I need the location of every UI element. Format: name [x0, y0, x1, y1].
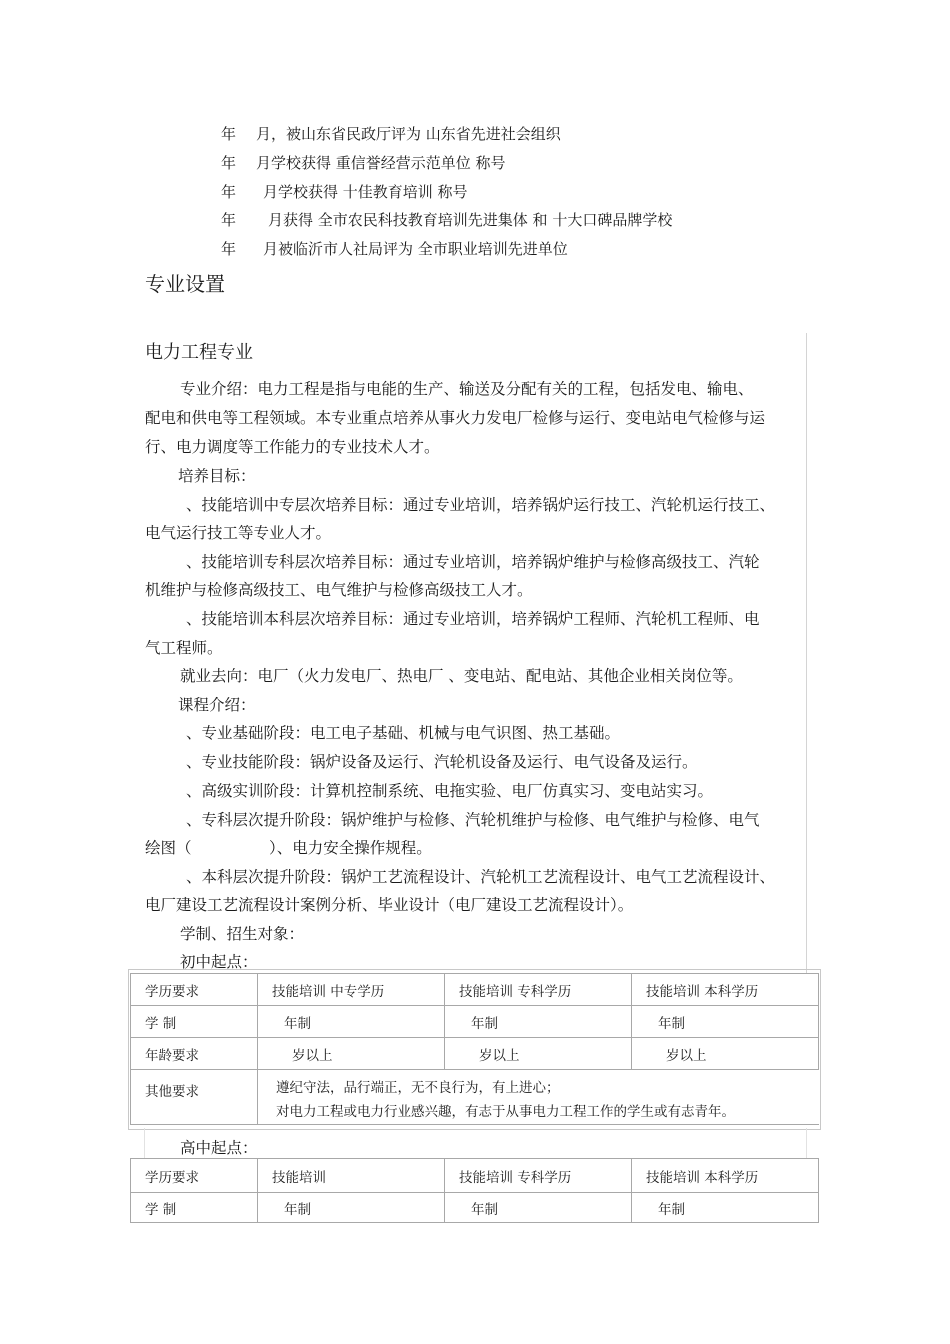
section-title: 专业设置	[145, 272, 225, 296]
table-cell: 岁以上	[258, 1038, 445, 1070]
table-cell: 年制	[632, 1006, 819, 1038]
paragraph-line: 、专业基础阶段：电工电子基础、机械与电气识图、热工基础。	[186, 724, 621, 742]
table-cell: 年制	[445, 1006, 632, 1038]
paragraph-line: 、专科层次提升阶段：锅炉维护与检修、汽轮机维护与检修、电气维护与检修、电气	[186, 811, 760, 829]
other-requirement-line: 遵纪守法，品行端正，无不良行为，有上进心；	[276, 1080, 560, 1096]
paragraph-line: 配电和供电等工程领域。本专业重点培养从事火力发电厂检修与运行、变电站电气检修与运	[145, 409, 766, 427]
text-frame-line	[806, 333, 807, 973]
text-frame-line	[806, 1128, 807, 1158]
paragraph-line: 初中起点：	[180, 953, 258, 971]
honor-item	[221, 209, 672, 230]
paragraph-line: 、高级实训阶段：计算机控制系统、电拖实验、电厂仿真实习、变电站实习。	[186, 782, 714, 800]
paragraph-line: 课程介绍：	[178, 696, 256, 714]
table-cell: 学 制	[131, 1006, 258, 1038]
paragraph-line: 电气运行技工等专业人才。	[145, 524, 332, 542]
table-cell: 岁以上	[445, 1038, 632, 1070]
paragraph-line: 、本科层次提升阶段：锅炉工艺流程设计、汽轮机工艺流程设计、电气工艺流程设计、	[186, 868, 776, 886]
table-cell: 技能培训 本科学历	[632, 1159, 819, 1193]
other-requirements-cell	[258, 1070, 819, 1125]
table-row	[131, 1193, 819, 1223]
table-cell: 学 制	[131, 1193, 258, 1223]
paragraph-line: 机维护与检修高级技工、电气维护与检修高级技工人才。	[145, 581, 533, 599]
junior-requirements-table	[130, 973, 819, 1125]
table-cell: 年制	[258, 1006, 445, 1038]
honor-text: 月获得 全市农民科技教育培训先进集体 和 十大口碑品牌学校	[268, 211, 673, 229]
paragraph-line: 绘图（ ）、电力安全操作规程。	[145, 839, 432, 857]
paragraph-line: 就业去向：电厂（火力发电厂、热电厂 、变电站、配电站、其他企业相关岗位等。	[180, 667, 743, 685]
honor-item	[221, 152, 506, 173]
paragraph-line: 电厂建设工艺流程设计案例分析、毕业设计（电厂建设工艺流程设计）。	[145, 896, 634, 914]
honor-item	[221, 238, 568, 259]
table-row	[131, 974, 819, 1006]
table-row	[131, 1070, 819, 1125]
honor-year: 年	[221, 154, 237, 172]
paragraph-line: 、专业技能阶段：锅炉设备及运行、汽轮机设备及运行、电气设备及运行。	[186, 753, 698, 771]
honor-year: 年	[221, 125, 237, 143]
honor-text: 月学校获得 十佳教育培训 称号	[263, 183, 468, 201]
table-cell: 年制	[258, 1193, 445, 1223]
paragraph-line: 、技能培训中专层次培养目标：通过专业培训，培养锅炉运行技工、汽轮机运行技工、	[186, 496, 776, 514]
paragraph-line: 培养目标：	[178, 467, 256, 485]
senior-start-label: 高中起点：	[180, 1139, 258, 1157]
table-cell: 岁以上	[632, 1038, 819, 1070]
table-row	[131, 1038, 819, 1070]
table-cell: 其他要求	[131, 1070, 258, 1125]
table-cell: 技能培训 专科学历	[445, 974, 632, 1006]
paragraph-line: 行、电力调度等工作能力的专业技术人才。	[145, 438, 440, 456]
honor-item	[221, 123, 561, 144]
text-frame-line	[144, 1128, 145, 1158]
table-cell: 年制	[445, 1193, 632, 1223]
paragraph-line: 、技能培训专科层次培养目标：通过专业培训，培养锅炉维护与检修高级技工、汽轮	[186, 553, 760, 571]
paragraph-line: 专业介绍：电力工程是指与电能的生产、输送及分配有关的工程，包括发电、输电、	[180, 380, 754, 398]
table-row	[131, 1006, 819, 1038]
senior-requirements-table	[130, 1158, 819, 1223]
honor-text: 月，被山东省民政厅评为 山东省先进社会组织	[256, 125, 561, 143]
table-cell: 学历要求	[131, 1159, 258, 1193]
paragraph-line: 学制、招生对象：	[180, 925, 305, 943]
major-title: 电力工程专业	[145, 342, 253, 363]
honor-item	[221, 181, 468, 202]
table-row	[131, 1159, 819, 1193]
table-cell: 技能培训 本科学历	[632, 974, 819, 1006]
honor-year: 年	[221, 240, 237, 258]
paragraph-line: 、技能培训本科层次培养目标：通过专业培训，培养锅炉工程师、汽轮机工程师、电	[186, 610, 760, 628]
table-cell: 年制	[632, 1193, 819, 1223]
table-cell: 技能培训	[258, 1159, 445, 1193]
table-cell: 年龄要求	[131, 1038, 258, 1070]
paragraph-line: 气工程师。	[145, 639, 223, 657]
honor-text: 月被临沂市人社局评为 全市职业培训先进单位	[263, 240, 568, 258]
honor-text: 月学校获得 重信誉经营示范单位 称号	[256, 154, 506, 172]
honor-year: 年	[221, 211, 237, 229]
honor-year: 年	[221, 183, 237, 201]
table-cell: 学历要求	[131, 974, 258, 1006]
table-cell: 技能培训 中专学历	[258, 974, 445, 1006]
table-cell: 技能培训 专科学历	[445, 1159, 632, 1193]
other-requirement-line: 对电力工程或电力行业感兴趣，有志于从事电力工程工作的学生或有志青年。	[276, 1104, 735, 1120]
